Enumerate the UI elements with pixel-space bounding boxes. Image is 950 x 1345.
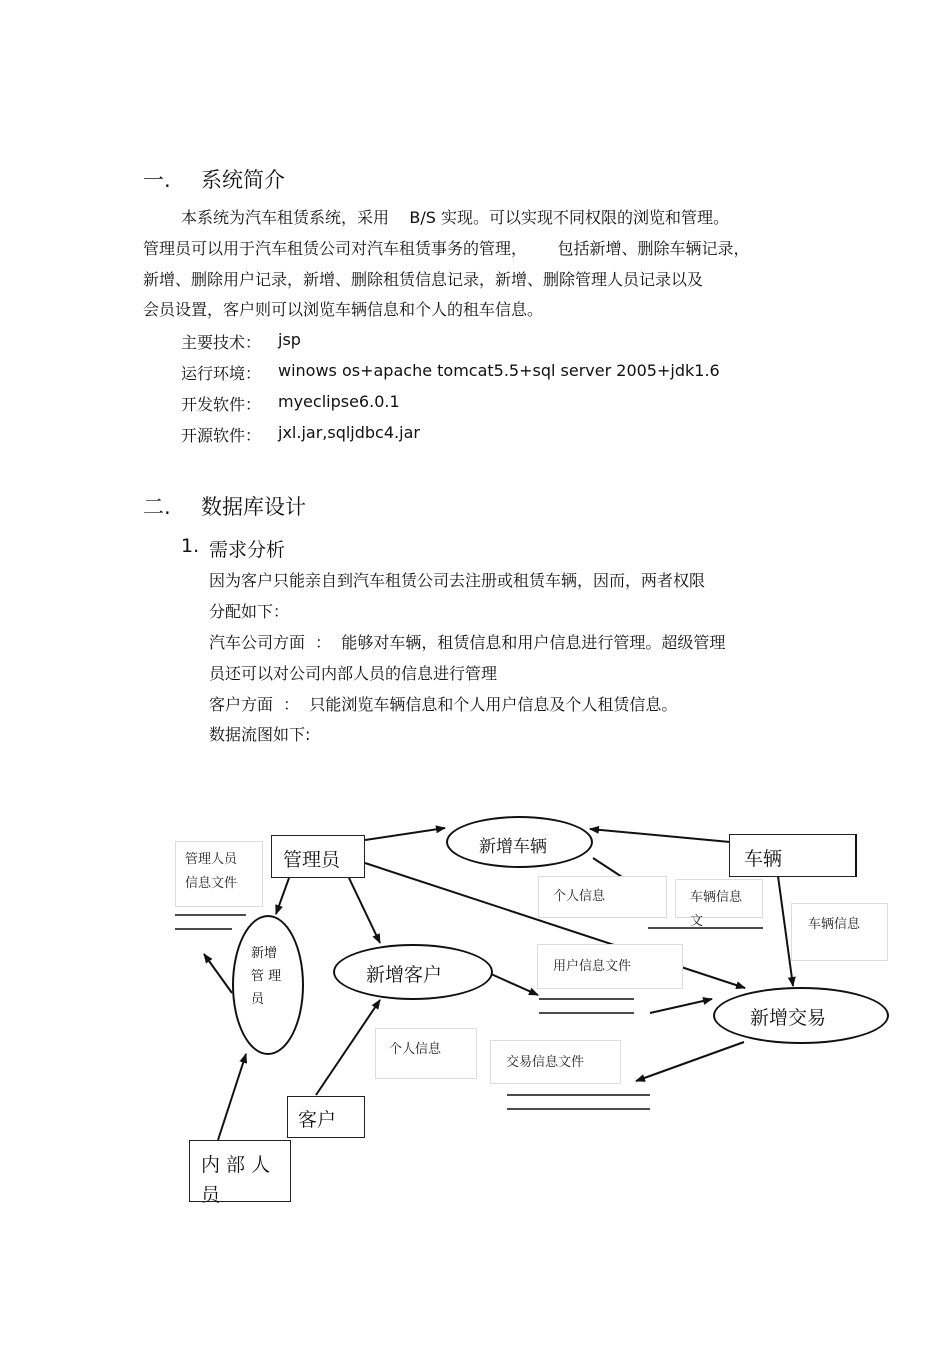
arrow-admin-to-add-admin — [276, 878, 289, 914]
entity-internal-staff-label-2: 员 — [201, 1184, 221, 1206]
process-add-admin-label-1: 新增 — [251, 946, 278, 961]
store-personal-info-top-label: 个人信息 — [553, 889, 606, 904]
store-vehicle-info-label: 车辆信息 — [808, 917, 861, 932]
entity-vehicle-label: 车辆 — [744, 848, 783, 870]
entity-internal-staff — [189, 1140, 291, 1206]
store-user-file — [537, 944, 683, 989]
process-add-customer — [333, 944, 493, 1000]
section1-number: 一. — [143, 168, 171, 192]
spec-value: myeclipse6.0.1 — [278, 392, 400, 411]
process-add-vehicle-label: 新增车辆 — [479, 837, 547, 857]
arrow-customer-to-add-customer — [316, 1000, 380, 1095]
section2-number: 二. — [143, 495, 171, 519]
store-admin-file-label-1: 管理人员 — [185, 852, 238, 867]
process-add-transaction-label: 新增交易 — [750, 1007, 827, 1029]
section1-title: 系统简介 — [201, 168, 285, 192]
section1-para-line: 会员设置，客户则可以浏览车辆信息和个人的租车信息。 — [143, 300, 544, 319]
arrow-admin-to-add-customer — [349, 878, 380, 943]
arrow-add-customer-to-store — [491, 974, 538, 995]
process-add-admin-label-3: 员 — [251, 992, 265, 1007]
entity-admin — [271, 835, 365, 878]
store-admin-file-label-2: 信息文件 — [185, 876, 238, 891]
section1-para-line: 新增、删除用户记录，新增、删除租赁信息记录，新增、删除管理人员记录以及 — [143, 270, 704, 289]
arrow-store-to-add-transaction — [650, 999, 712, 1013]
store-user-file-label: 用户信息文件 — [553, 959, 632, 974]
process-add-customer-label: 新增客户 — [366, 964, 443, 986]
sub1-line: 分配如下： — [209, 602, 290, 621]
process-add-admin-label-2: 管 理 — [251, 969, 282, 984]
spec-value: jxl.jar,sqljdbc4.jar — [278, 423, 420, 442]
process-add-admin — [232, 915, 304, 1055]
sub1-line: 汽车公司方面 ： 能够对车辆，租赁信息和用户信息进行管理。超级管理 — [209, 633, 726, 652]
spec-value: jsp — [278, 330, 301, 349]
entity-customer — [287, 1096, 365, 1138]
store-admin-file — [175, 841, 263, 907]
section2-title: 数据库设计 — [201, 495, 306, 519]
spec-value: winows os+apache tomcat5.5+sql server 2005+jdk1.6 — [278, 361, 720, 380]
section1-para-line: 本系统为汽车租赁系统，采用 B/S 实现。可以实现不同权限的浏览和管理。 — [181, 208, 729, 227]
store-vehicle-file-label-1: 车辆信息 — [690, 890, 743, 905]
entity-admin-label: 管理员 — [283, 849, 341, 871]
arrow-vehicle-to-add-vehicle — [590, 829, 730, 842]
arrow-staff-to-add-admin — [218, 1054, 246, 1140]
arrow-add-transaction-to-store — [636, 1042, 744, 1081]
entity-vehicle — [729, 834, 857, 877]
store-vehicle-file — [675, 879, 763, 929]
sub1-line: 客户方面 ： 只能浏览车辆信息和个人用户信息及个人租赁信息。 — [209, 695, 678, 714]
spec-label: 开发软件： — [181, 395, 262, 414]
store-vehicle-info — [791, 903, 888, 961]
entity-customer-label: 客户 — [298, 1109, 337, 1131]
store-personal-info-bottom-label: 个人信息 — [389, 1042, 442, 1057]
sub1-number: 1. — [181, 535, 200, 557]
section1-para-line: 管理员可以用于汽车租赁公司对汽车租赁事务的管理， 包括新增、删除车辆记录， — [143, 239, 750, 258]
sub1-line: 因为客户只能亲自到汽车租赁公司去注册或租赁车辆，因而，两者权限 — [209, 571, 706, 590]
arrow-add-admin-to-store — [204, 954, 232, 993]
sub1-line: 员还可以对公司内部人员的信息进行管理 — [209, 664, 498, 683]
sub1-title: 需求分析 — [209, 539, 286, 561]
store-vehicle-file-label-2: 文 — [690, 914, 704, 929]
process-add-transaction — [713, 987, 889, 1044]
spec-label: 开源软件： — [181, 426, 262, 445]
entity-internal-staff-label-1: 内 部 人 — [201, 1154, 271, 1176]
spec-label: 主要技术： — [181, 333, 262, 352]
arrow-admin-to-add-vehicle — [365, 828, 445, 840]
sub1-line: 数据流图如下: — [209, 725, 311, 744]
store-personal-info-top — [538, 876, 667, 918]
store-transaction-file — [490, 1040, 621, 1084]
spec-label: 运行环境： — [181, 364, 262, 383]
store-personal-info-bottom — [375, 1028, 477, 1079]
store-transaction-file-label: 交易信息文件 — [506, 1055, 585, 1070]
process-add-vehicle — [446, 816, 593, 868]
